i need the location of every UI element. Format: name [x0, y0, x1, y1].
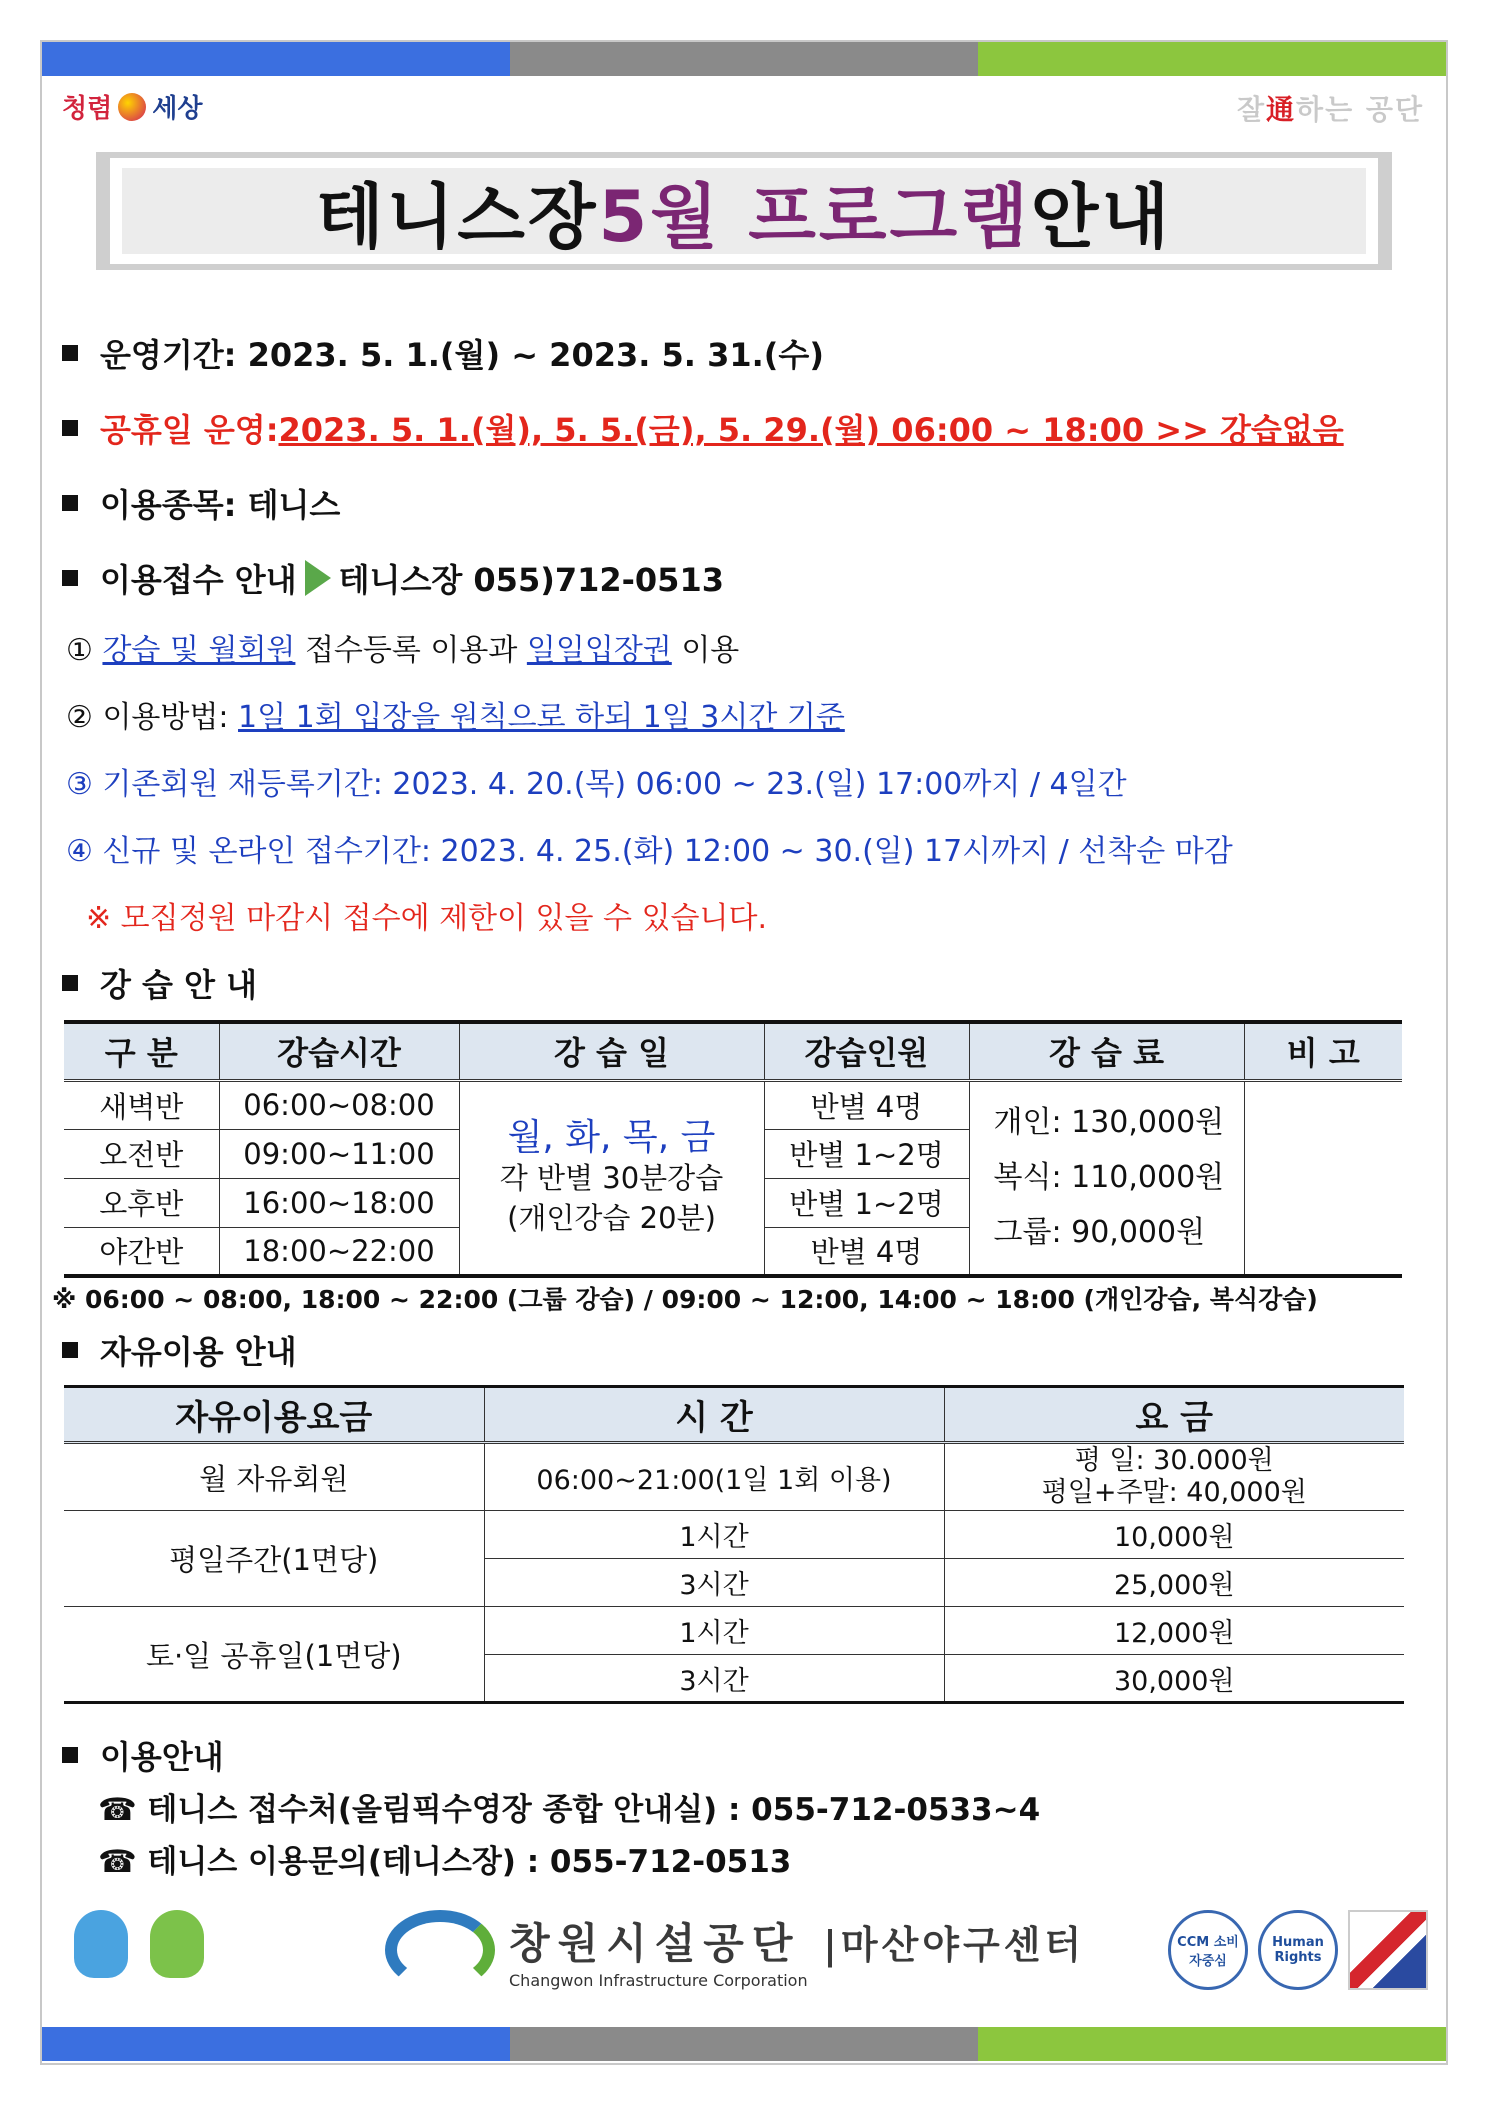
class-people: 반별 1~2명 — [764, 1178, 969, 1227]
integrity-logo: 청렴 세상 — [62, 94, 203, 124]
fee-amount: 30,000원 — [944, 1655, 1404, 1703]
bullet-square-icon — [62, 570, 78, 586]
lesson-fees: 개인: 130,000원 복식: 110,000원 그룹: 90,000원 — [969, 1080, 1244, 1276]
class-name: 야간반 — [64, 1227, 219, 1276]
fee-amount: 12,000원 — [944, 1607, 1404, 1655]
bullet-square-icon — [62, 420, 78, 436]
notice: ※ 모집정원 마감시 접수에 제한이 있을 수 있습니다. — [86, 901, 768, 936]
col-header: 구 분 — [64, 1022, 219, 1080]
table-row — [64, 1443, 1404, 1511]
fee-type: 월 자유회원 — [64, 1443, 484, 1511]
slogan-logo: 잘通하는 공단 — [1236, 93, 1424, 126]
table-row — [64, 1607, 1404, 1655]
col-header: 자유이용요금 — [64, 1387, 484, 1443]
class-people: 반별 1~2명 — [764, 1129, 969, 1178]
fee-time: 1시간 — [484, 1607, 944, 1655]
class-time: 09:00~11:00 — [219, 1129, 459, 1178]
integrity-logo-icon — [118, 93, 146, 121]
fee-amount: 25,000원 — [944, 1559, 1404, 1607]
class-time: 06:00~08:00 — [219, 1080, 459, 1129]
table-header-row — [64, 1022, 1402, 1080]
fee-time: 3시간 — [484, 1655, 944, 1703]
title-banner — [96, 152, 1392, 270]
table-header-row — [64, 1387, 1404, 1443]
mascots — [74, 1910, 204, 1978]
table-row — [64, 1080, 1402, 1129]
col-header: 강습시간 — [219, 1022, 459, 1080]
col-header: 강 습 료 — [969, 1022, 1244, 1080]
bullet-square-icon — [62, 1747, 78, 1763]
col-header: 비 고 — [1244, 1022, 1402, 1080]
class-people: 반별 4명 — [764, 1227, 969, 1276]
item-3: ③ 기존회원 재등록기간: 2023. 4. 20.(목) 06:00 ~ 23.(일) 17:00까지 / 4일간 — [66, 767, 1127, 802]
fee-type: 토·일 공휴일(1면당) — [64, 1607, 484, 1703]
lesson-note: ※ 06:00 ~ 08:00, 18:00 ~ 22:00 (그룹 강습) / 09:00 ~ 12:00, 14:00 ~ 18:00 (개인강습, 복식강습) — [52, 1285, 1318, 1314]
fee-time: 3시간 — [484, 1559, 944, 1607]
class-name: 오전반 — [64, 1129, 219, 1178]
fee-amount: 평 일: 30.000원 평일+주말: 40,000원 — [944, 1443, 1404, 1511]
class-people: 반별 4명 — [764, 1080, 969, 1129]
class-time: 18:00~22:00 — [219, 1227, 459, 1276]
lesson-table — [64, 1020, 1402, 1278]
lesson-days: 월, 화, 목, 금 각 반별 30분강습 (개인강습 20분) — [459, 1080, 764, 1276]
item-1: ① 강습 및 월회원 접수등록 이용과 일일입장권 이용 — [66, 633, 740, 668]
sport-type: 이용종목: 테니스 — [62, 480, 340, 526]
fee-amount: 10,000원 — [944, 1511, 1404, 1559]
fee-time: 06:00~21:00(1일 1회 이용) — [484, 1443, 944, 1511]
mascot-green-icon — [150, 1910, 204, 1978]
bottom-stripe — [42, 2027, 1446, 2061]
bullet-square-icon — [62, 345, 78, 361]
bullet-square-icon — [62, 495, 78, 511]
service-certification-icon — [1348, 1910, 1428, 1990]
remarks — [1244, 1080, 1402, 1276]
free-use-heading: 자유이용 안내 — [62, 1327, 297, 1373]
phone-inquiry: ☎ 테니스 이용문의(테니스장) : 055-712-0513 — [98, 1844, 792, 1880]
bullet-square-icon — [62, 1342, 78, 1358]
corporation-emblem-icon — [385, 1910, 495, 1990]
item-4: ④ 신규 및 온라인 접수기간: 2023. 4. 25.(화) 12:00 ~ 30.(일) 17시까지 / 선착순 마감 — [66, 834, 1233, 869]
usage-heading: 이용안내 — [62, 1732, 224, 1778]
item-2: ② 이용방법: 1일 1회 입장을 원칙으로 하되 1일 3시간 기준 — [66, 700, 845, 735]
phone-reception: ☎ 테니스 접수처(올림픽수영장 종합 안내실) : 055-712-0533~4 — [98, 1792, 1041, 1828]
col-header: 강습인원 — [764, 1022, 969, 1080]
class-name: 오후반 — [64, 1178, 219, 1227]
arrow-right-icon — [305, 560, 331, 596]
ccm-badge-icon: CCM 소비자중심 — [1168, 1910, 1248, 1990]
mascot-blue-icon — [74, 1910, 128, 1978]
free-use-table — [64, 1385, 1404, 1704]
col-header: 강 습 일 — [459, 1022, 764, 1080]
certification-badges — [1168, 1910, 1428, 1990]
col-header: 요 금 — [944, 1387, 1404, 1443]
fee-type: 평일주간(1면당) — [64, 1511, 484, 1607]
lesson-heading: 강 습 안 내 — [62, 960, 257, 1006]
table-row — [64, 1511, 1404, 1559]
corporation-logo: 창원시설공단 |마산야구센터 Changwon Infrastructure Corporation — [385, 1910, 1085, 1990]
bullet-square-icon — [62, 975, 78, 991]
human-rights-badge-icon: Human Rights — [1258, 1910, 1338, 1990]
class-time: 16:00~18:00 — [219, 1178, 459, 1227]
top-stripe — [42, 42, 1446, 76]
holiday-operation: 공휴일 운영: 2023. 5. 1.(월), 5. 5.(금), 5. 29.(월) 06:00 ~ 18:00 >> 강습없음 — [62, 405, 1344, 451]
class-name: 새벽반 — [64, 1080, 219, 1129]
page-title: 테니스장 5월 프로그램 안내 — [122, 168, 1366, 254]
fee-time: 1시간 — [484, 1511, 944, 1559]
col-header: 시 간 — [484, 1387, 944, 1443]
reception-info: 이용접수 안내 테니스장 055)712-0513 — [62, 555, 724, 601]
operation-period: 운영기간: 2023. 5. 1.(월) ~ 2023. 5. 31.(수) — [62, 330, 824, 376]
